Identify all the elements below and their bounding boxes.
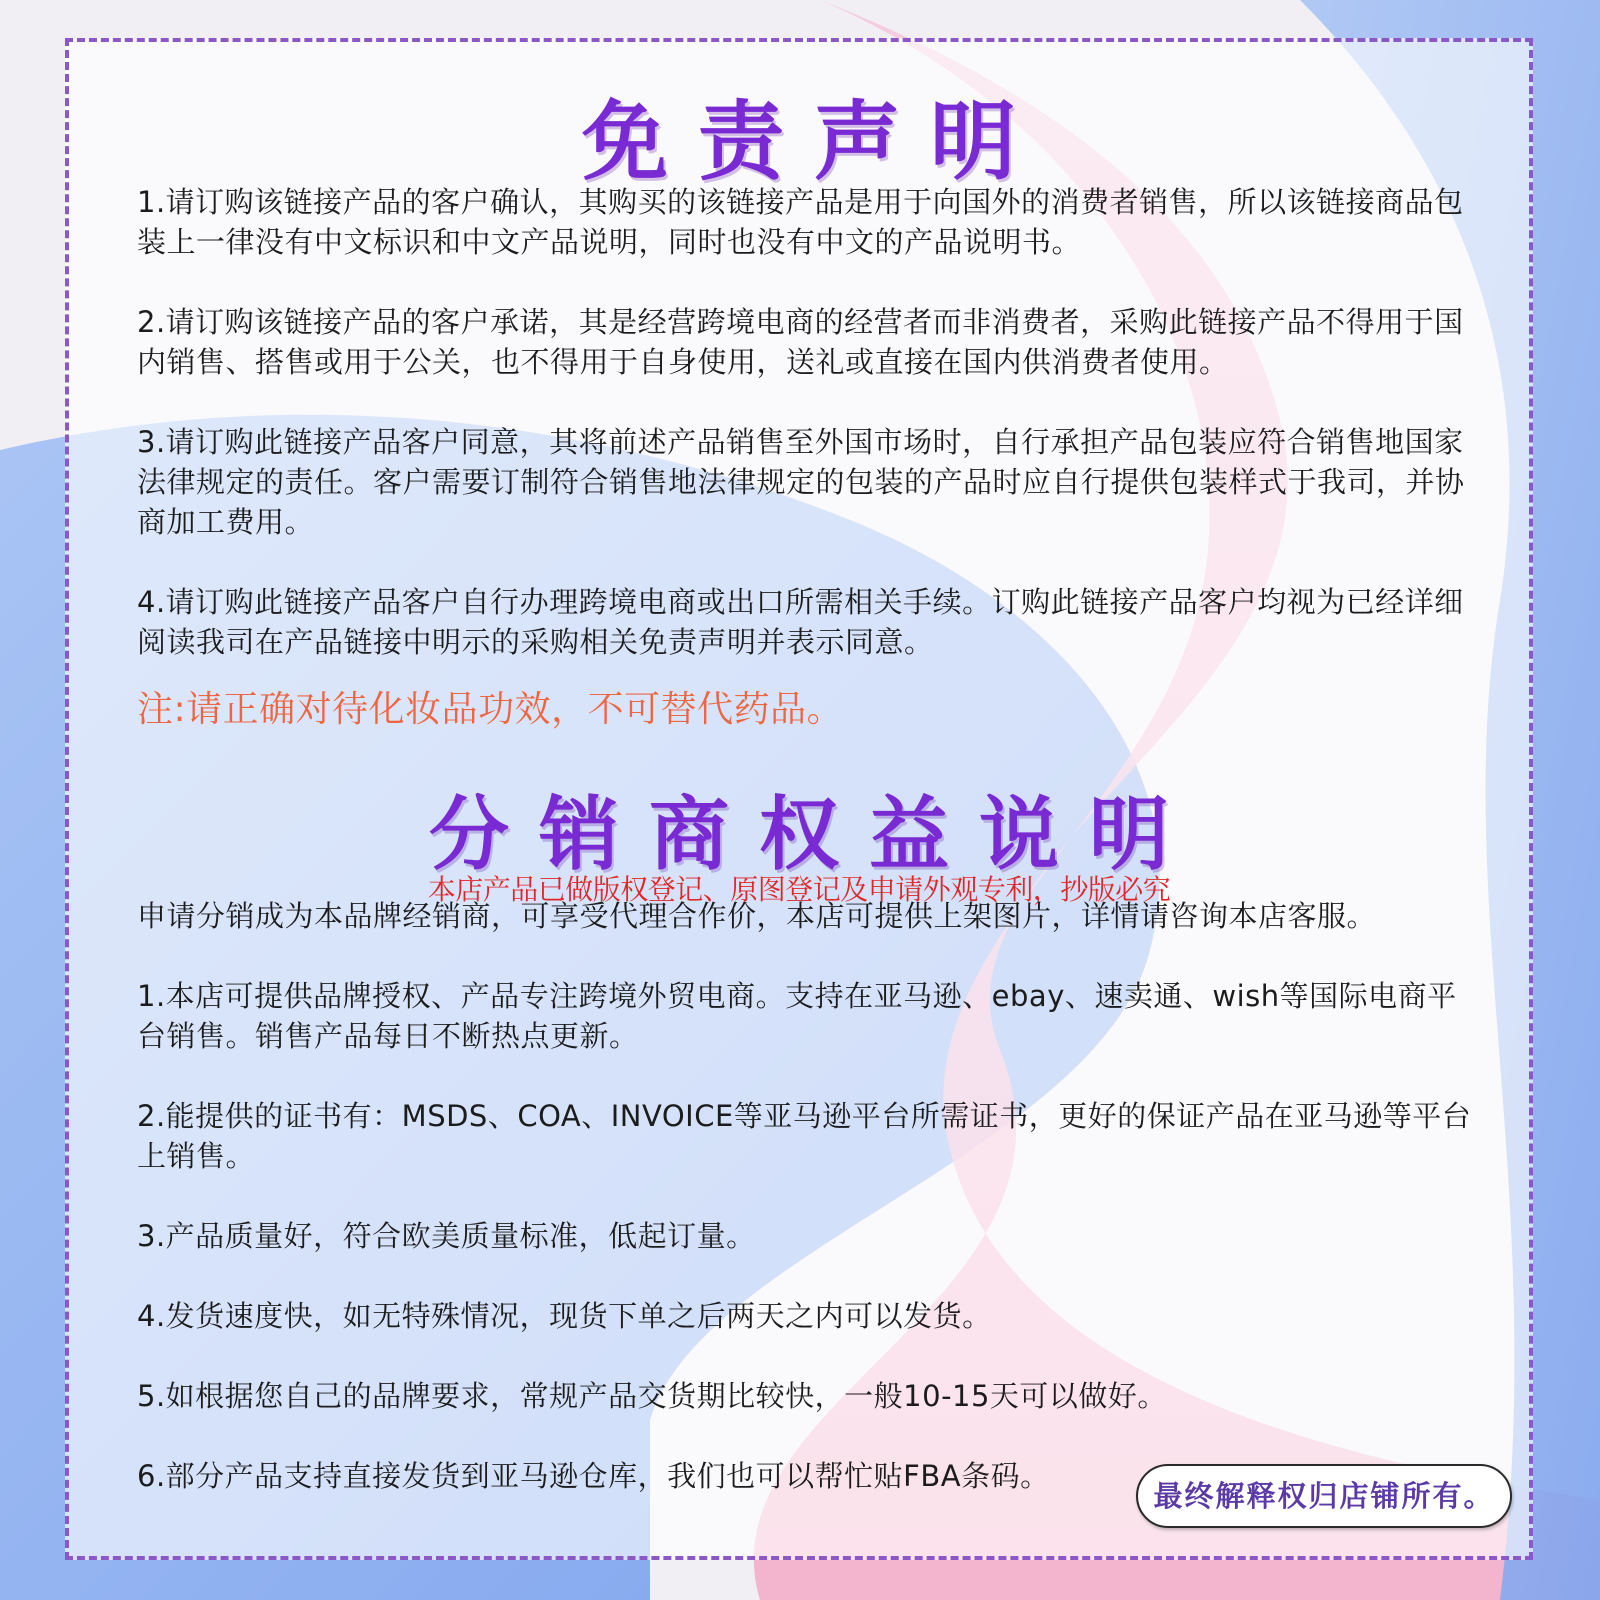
distributor-item-1: 1.本店可提供品牌授权、产品专注跨境外贸电商。支持在亚马逊、ebay、速卖通、wish等国际电商平台销售。销售产品每日不断热点更新。 [137, 979, 1457, 1053]
final-interpretation-badge: 最终解释权归店铺所有。 [1136, 1464, 1512, 1528]
disclaimer-item-4: 4.请订购此链接产品客户自行办理跨境电商或出口所需相关手续。订购此链接产品客户均视为已经详细阅读我司在产品链接中明示的采购相关免责声明并表示同意。 [137, 585, 1464, 659]
distributor-item-6: 6.部分产品支持直接发货到亚马逊仓库，我们也可以帮忙贴FBA条码。 [137, 1459, 1050, 1493]
distributor-item-3: 3.产品质量好，符合欧美质量标准，低起订量。 [137, 1219, 756, 1253]
disclaimer-item-1: 1.请订购该链接产品的客户确认，其购买的该链接产品是用于向国外的消费者销售，所以该链接商品包装上一律没有中文标识和中文产品说明，同时也没有中文的产品说明书。 [137, 185, 1464, 259]
copyright-notice: 本店产品已做版权登记、原图登记及申请外观专利，抄版必究 [427, 873, 1171, 906]
cosmetics-note: 注:请正确对待化妆品功效，不可替代药品。 [137, 689, 844, 730]
distributor-item-2: 2.能提供的证书有：MSDS、COA、INVOICE等亚马逊平台所需证书，更好的保证产品在亚马逊等平台上销售。 [137, 1099, 1472, 1173]
distributor-intro: 申请分销成为本品牌经销商，可享受代理合作价，本店可提供上架图片，详情请咨询本店客服。 [137, 899, 1377, 933]
distributor-item-5: 5.如根据您自己的品牌要求，常规产品交货期比较快，一般10-15天可以做好。 [137, 1379, 1167, 1413]
disclaimer-item-3: 3.请订购此链接产品客户同意，其将前述产品销售至外国市场时，自行承担产品包装应符合销售地国家法律规定的责任。客户需要订制符合销售地法律规定的包装的产品时应自行提供包装样式于我司，并协商加工费用。 [137, 425, 1465, 539]
content-panel [65, 38, 1533, 1560]
distributor-title: 分销商权益说明 [429, 787, 1199, 881]
disclaimer-title: 免责声明 [582, 91, 1046, 192]
disclaimer-item-2: 2.请订购该链接产品的客户承诺，其是经营跨境电商的经营者而非消费者，采购此链接产品不得用于国内销售、搭售或用于公关，也不得用于自身使用，送礼或直接在国内供消费者使用。 [137, 305, 1464, 379]
distributor-item-4: 4.发货速度快，如无特殊情况，现货下单之后两天之内可以发货。 [137, 1299, 992, 1333]
